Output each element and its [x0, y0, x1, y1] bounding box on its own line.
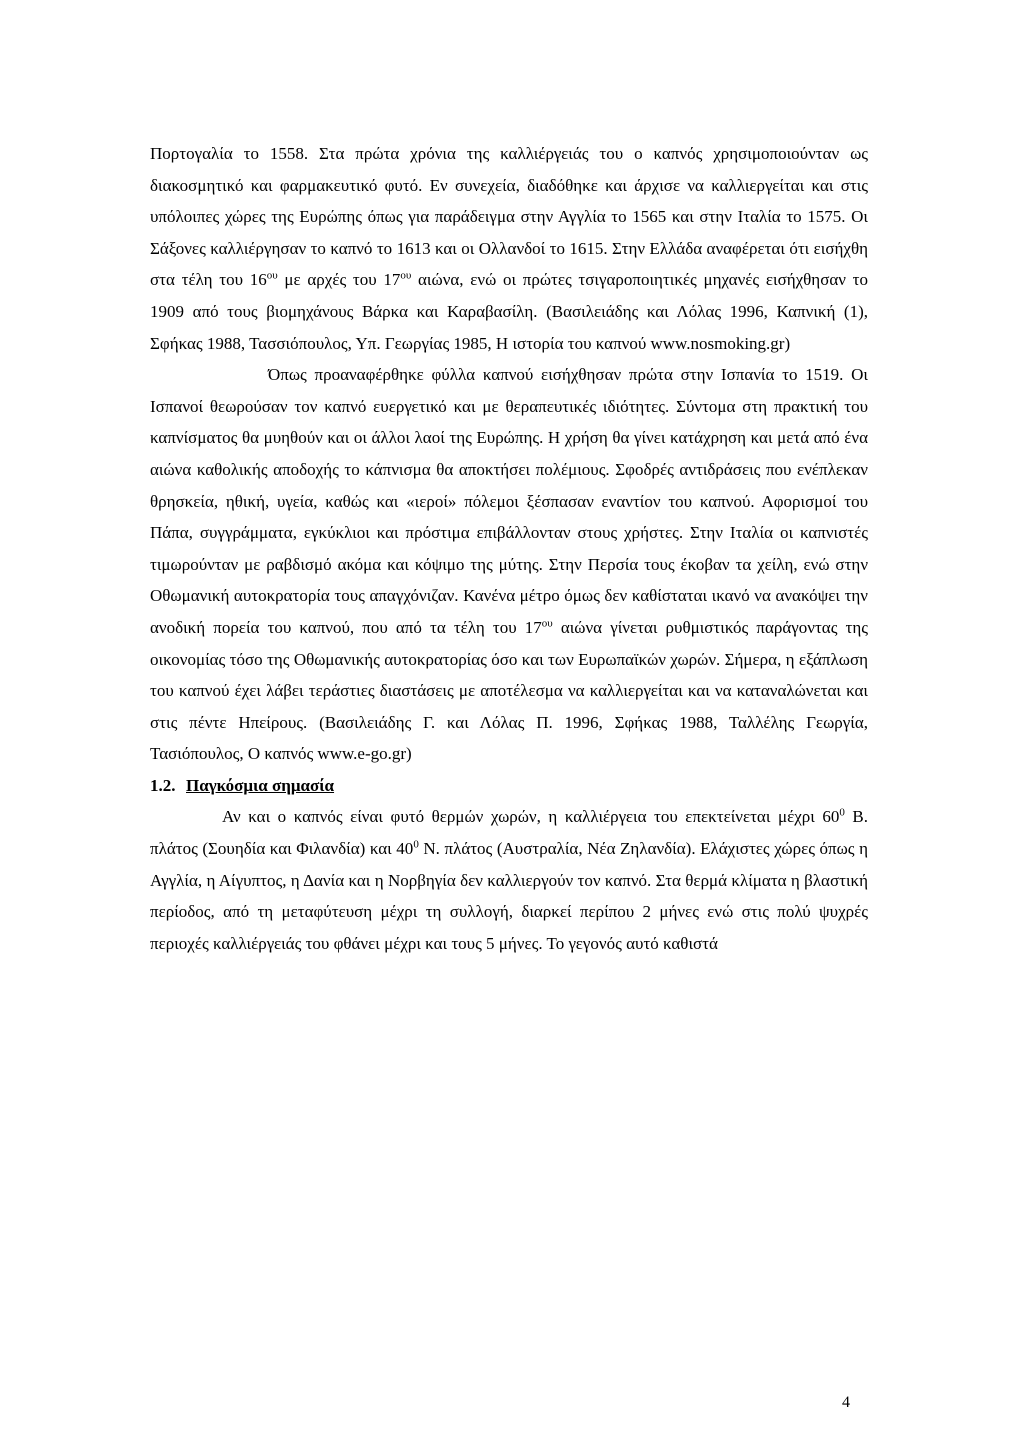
- superscript: 0: [413, 838, 419, 851]
- superscript: ου: [266, 269, 278, 282]
- section-heading: [150, 770, 868, 802]
- superscript: 0: [839, 806, 845, 819]
- section-title: Παγκόσμια σημασία: [186, 775, 335, 795]
- paragraph-tobacco-history: [150, 138, 868, 359]
- paragraph-global-importance: [150, 801, 868, 959]
- text-run: Όπως προαναφέρθηκε φύλλα καπνού εισήχθησαν πρώτα στην Ισπανία το 1519. Οι Ισπανοί θεωρούσαν τον καπνό ευεργετικό και με θεραπευτικές ιδιότητες. Σύντομα στη πρακτική του καπνίσματος θα μυηθούν και οι άλλοι λαοί της Ευρώπης. Η χρήση θα γίνει κατάχρηση και μετά από ένα αιώνα καθολικής αποδοχής το κάπνισμα θα αποκτήσει πολέμιους. Σφοδρές αντιδράσεις που ενέπλεκαν θρησκεία, ηθική, υγεία, καθώς και «ιεροί» πόλεμοι ξέσπασαν εναντίον του καπνού. Αφορισμοί του Πάπα, συγγράμματα, εγκύκλιοι και πρόστιμα επιβάλλονταν στους χρήστες. Στην Ιταλία οι καπνιστές τιμωρούνταν με ραβδισμό ακόμα και κόψιμο της μύτης. Στην Περσία τους έκοβαν τα χείλη, ενώ στην Οθωμανική αυτοκρατορία τους απαγχόνιζαν. Κανένα μέτρο όμως δεν καθίσταται ικανό να ανακόψει την ανοδική πορεία του καπνού, που από τα τέλη του 17: [150, 365, 868, 637]
- text-run: Ν. πλάτος (Αυστραλία, Νέα Ζηλανδία). Ελάχιστες χώρες όπως η Αγγλία, η Αίγυπτος, η Δανία και η Νορβηγία δεν καλλιεργούν τον καπνό. Στα θερμά κλίματα η βλαστική περίοδος, από τη μεταφύτευση μέχρι τη συλλογή, διαρκεί περίπου 2 μήνες ενώ στις πολύ ψυχρές περιοχές καλλιέργειάς του φθάνει μέχρι και τους 5 μήνες. Το γεγονός αυτό καθιστά: [150, 839, 868, 953]
- text-run: Β. πλάτος (Σουηδία και Φιλανδία) και 40: [150, 807, 868, 859]
- paragraph-tobacco-spread: [150, 359, 868, 770]
- text-run: αιώνα γίνεται ρυθμιστικός παράγοντας της οικονομίας τόσο της Οθωμανικής αυτοκρατορίας όσο και των Ευρωπαϊκών χωρών. Σήμερα, η εξάπλωση του καπνού έχει λάβει τεράστιες διαστάσεις με αποτέλεσμα να καλλιεργείται και να καταναλώνεται και στις πέντε Ηπείρους. (Βασιλειάδης Γ. και Λόλας Π. 1996, Σφήκας 1988, Ταλλέλης Γεωργία, Τασιόπουλος, Ο καπνός www.e-go.gr): [150, 617, 868, 764]
- text-run: αιώνα, ενώ οι πρώτες τσιγαροποιητικές μηχανές εισήχθησαν το 1909 από τους βιομηχάνους Βάρκα και Καραβασίλη. (Βασιλειάδης και Λόλας 1996, Καπνική (1), Σφήκας 1988, Τασσιόπουλος, Υπ. Γεωργίας 1985, Η ιστορία του καπνού www.nosmoking.gr): [150, 270, 868, 353]
- text-run: με αρχές του 17: [277, 270, 401, 290]
- page-number: 4: [842, 1394, 850, 1411]
- text-run: Πορτογαλία το 1558. Στα πρώτα χρόνια της καλλιέργειάς του ο καπνός χρησιμοποιούνταν ως διακοσμητικό και φαρμακευτικό φυτό. Εν συνεχεία, διαδόθηκε και άρχισε να καλλιεργείται και στις υπόλοιπες χώρες της Ευρώπης όπως για παράδειγμα στην Αγγλία το 1565 και στην Ιταλία το 1575. Οι Σάξονες καλλιέργησαν το καπνό το 1613 και οι Ολλανδοί το 1615. Στην Ελλάδα αναφέρεται ότι εισήχθη στα τέλη του 16: [150, 144, 868, 290]
- section-number: 1.2.: [150, 775, 176, 795]
- superscript: ου: [541, 617, 553, 630]
- page-content: [150, 138, 868, 959]
- superscript: ου: [400, 269, 412, 282]
- text-run: Αν και ο καπνός είναι φυτό θερμών χωρών, η καλλιέργεια του επεκτείνεται μέχρι 60: [222, 807, 840, 827]
